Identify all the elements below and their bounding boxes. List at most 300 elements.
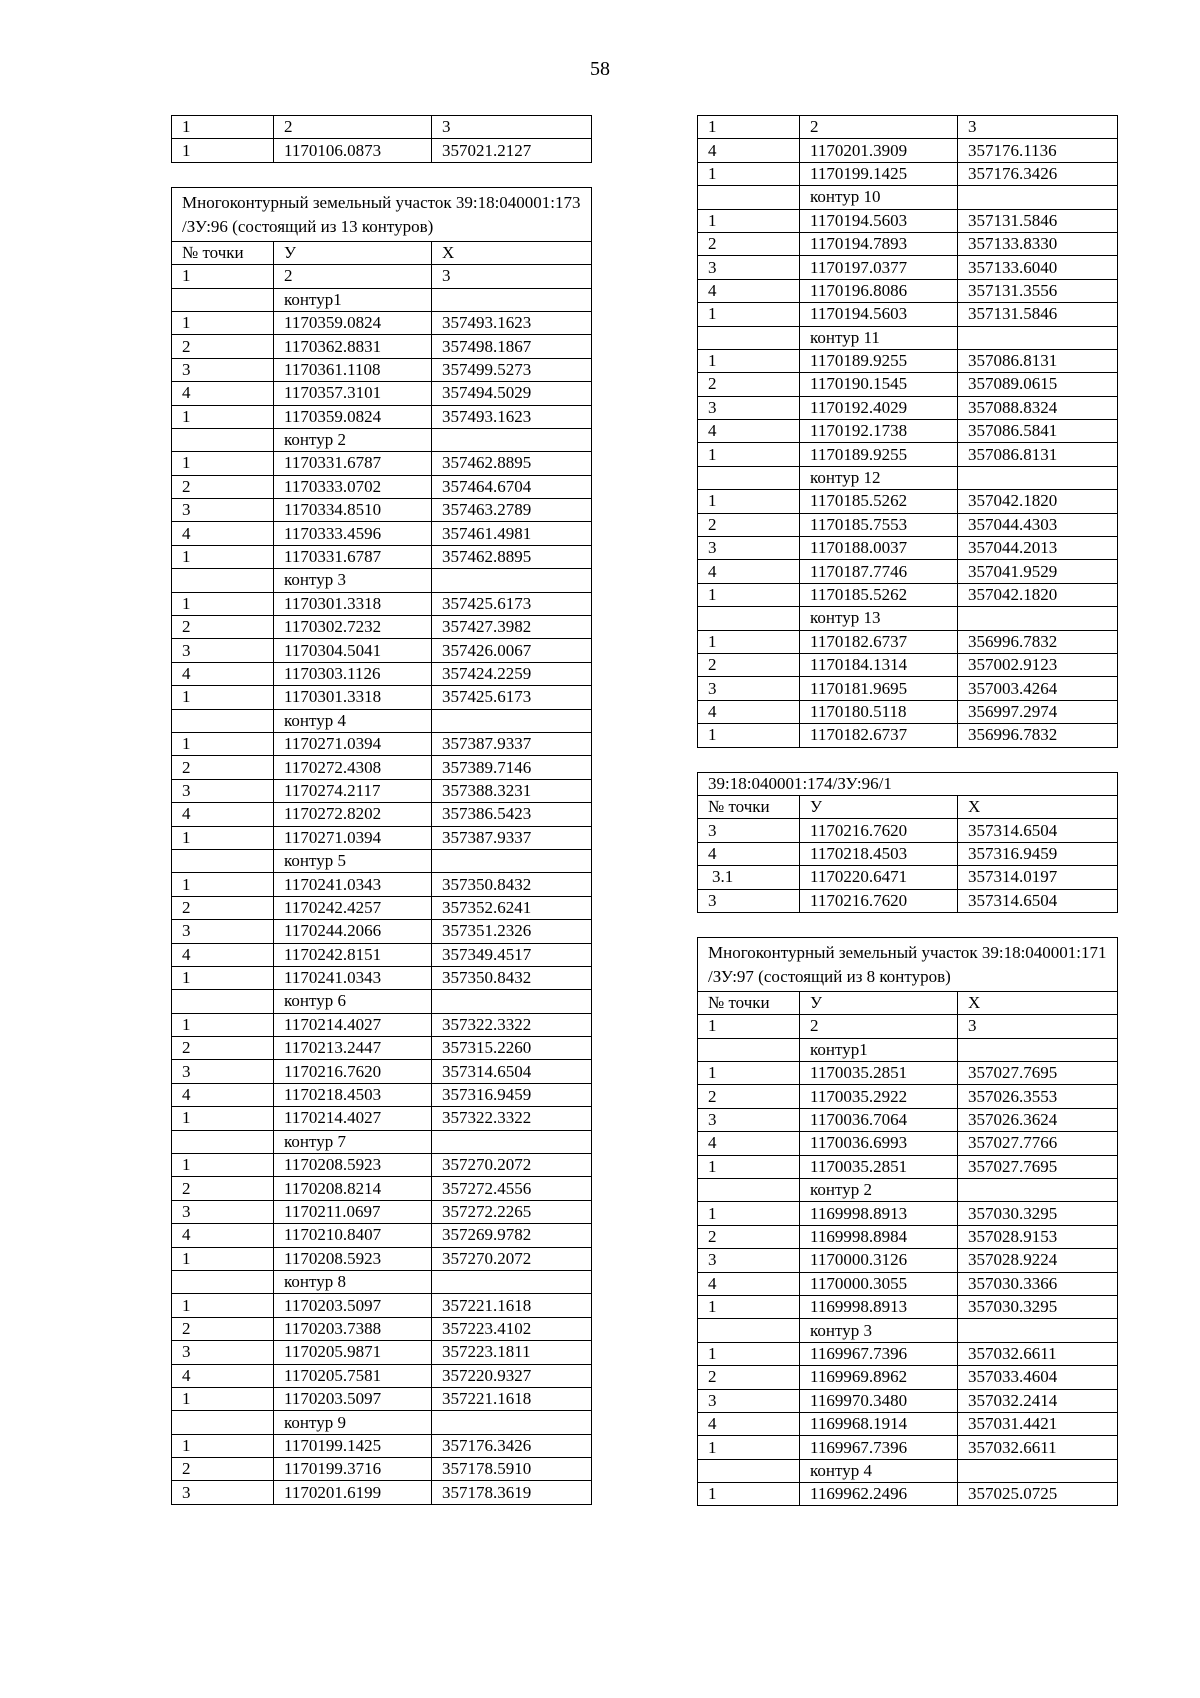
- contour-header-row: [698, 607, 1118, 630]
- y-coordinate-cell: 1170000.3126: [800, 1249, 958, 1272]
- y-coordinate-cell: 1170213.2447: [274, 1037, 432, 1060]
- x-coordinate-cell: 357028.9153: [958, 1225, 1118, 1248]
- y-coordinate-cell: контур 9: [274, 1411, 432, 1434]
- x-coordinate-cell: 357027.7766: [958, 1132, 1118, 1155]
- contour-header-row: [172, 1411, 592, 1434]
- y-coordinate-cell: 1170274.2117: [274, 779, 432, 802]
- coordinates-table-continued: [697, 115, 1118, 748]
- point-number-cell: 1: [698, 349, 800, 372]
- y-coordinate-cell: 1170271.0394: [274, 732, 432, 755]
- x-coordinate-cell: 357131.3556: [958, 279, 1118, 302]
- x-coordinate-cell: 357388.3231: [432, 779, 592, 802]
- x-coordinate-cell: 357493.1623: [432, 311, 592, 334]
- point-number-cell: [172, 1130, 274, 1153]
- y-coordinate-cell: 2: [274, 116, 432, 139]
- table-row: [698, 303, 1118, 326]
- point-number-cell: 4: [698, 139, 800, 162]
- point-number-cell: [172, 1270, 274, 1293]
- y-coordinate-cell: контур 2: [274, 428, 432, 451]
- table-row: [698, 513, 1118, 536]
- x-coordinate-cell: 357314.6504: [958, 819, 1118, 842]
- y-coordinate-cell: 2: [800, 1015, 958, 1038]
- point-number-cell: 4: [172, 943, 274, 966]
- x-coordinate-cell: 357389.7146: [432, 756, 592, 779]
- table-row: [172, 1364, 592, 1387]
- table-title: Многоконтурный земельный участок 39:18:040001:173 /ЗУ:96 (состоящий из 13 контуров): [172, 187, 592, 241]
- y-coordinate-cell: 1170199.1425: [800, 162, 958, 185]
- y-coordinate-cell: 1170182.6737: [800, 724, 958, 747]
- y-coordinate-cell: 1170036.6993: [800, 1132, 958, 1155]
- point-number-cell: 1: [172, 139, 274, 162]
- point-number-cell: 1: [172, 826, 274, 849]
- y-coordinate-cell: 1170211.0697: [274, 1200, 432, 1223]
- table-row: [172, 1341, 592, 1364]
- table-row: [172, 522, 592, 545]
- point-number-cell: [172, 288, 274, 311]
- x-coordinate-cell: 357223.4102: [432, 1317, 592, 1340]
- y-coordinate-cell: 1170208.5923: [274, 1154, 432, 1177]
- table-row: [172, 1387, 592, 1410]
- x-coordinate-cell: 357387.9337: [432, 732, 592, 755]
- point-number-cell: 3: [172, 920, 274, 943]
- x-coordinate-cell: 357314.6504: [432, 1060, 592, 1083]
- y-coordinate-cell: 1170244.2066: [274, 920, 432, 943]
- x-coordinate-cell: 357088.8324: [958, 396, 1118, 419]
- column-header-row: [698, 991, 1118, 1014]
- x-coordinate-cell: 357032.6611: [958, 1436, 1118, 1459]
- table-row: [698, 1202, 1118, 1225]
- y-coordinate-cell: 1170218.4503: [274, 1083, 432, 1106]
- y-coordinate-cell: 1170301.3318: [274, 686, 432, 709]
- point-number-cell: 1: [698, 116, 800, 139]
- point-number-cell: 1: [172, 1154, 274, 1177]
- point-number-cell: 1: [698, 303, 800, 326]
- y-coordinate-cell: контур 4: [274, 709, 432, 732]
- table-row: [172, 358, 592, 381]
- table-row: [172, 1458, 592, 1481]
- x-coordinate-cell: 357387.9337: [432, 826, 592, 849]
- point-number-cell: 1: [172, 1013, 274, 1036]
- y-coordinate-cell: 1170272.4308: [274, 756, 432, 779]
- x-coordinate-cell: 357350.8432: [432, 966, 592, 989]
- y-coordinate-cell: 1170036.7064: [800, 1108, 958, 1131]
- x-coordinate-cell: 357003.4264: [958, 677, 1118, 700]
- table-row: [698, 1225, 1118, 1248]
- point-number-cell: 2: [172, 475, 274, 498]
- y-coordinate-cell: 1170201.3909: [800, 139, 958, 162]
- y-coordinate-cell: 1170216.7620: [800, 889, 958, 912]
- y-coordinate-cell: 1169998.8984: [800, 1225, 958, 1248]
- y-coordinate-cell: 1169998.8913: [800, 1295, 958, 1318]
- point-number-cell: 2: [172, 616, 274, 639]
- table-row: [172, 475, 592, 498]
- table-row: [698, 232, 1118, 255]
- table-title-row: [698, 772, 1118, 795]
- y-coordinate-cell: контур1: [800, 1038, 958, 1061]
- table-row: [698, 1249, 1118, 1272]
- y-coordinate-cell: 1170189.9255: [800, 349, 958, 372]
- point-number-cell: 2: [698, 513, 800, 536]
- x-coordinate-cell: 357462.8895: [432, 452, 592, 475]
- y-coordinate-cell: 2: [800, 116, 958, 139]
- table-row: [172, 1317, 592, 1340]
- point-number-cell: 3: [172, 1200, 274, 1223]
- y-coordinate-cell: контур 6: [274, 990, 432, 1013]
- point-number-cell: 2: [172, 1037, 274, 1060]
- x-coordinate-cell: 357028.9224: [958, 1249, 1118, 1272]
- table-row: [172, 139, 592, 162]
- point-number-cell: 4: [172, 1364, 274, 1387]
- table-row: [698, 537, 1118, 560]
- contour-header-row: [698, 1038, 1118, 1061]
- table-row: [698, 560, 1118, 583]
- point-number-cell: 1: [172, 116, 274, 139]
- table-row: [172, 616, 592, 639]
- y-coordinate-cell: 1170000.3055: [800, 1272, 958, 1295]
- x-coordinate-cell: 357030.3366: [958, 1272, 1118, 1295]
- y-coordinate-cell: 1170208.5923: [274, 1247, 432, 1270]
- point-number-cell: 2: [172, 335, 274, 358]
- table-row: [698, 819, 1118, 842]
- point-number-cell: [172, 849, 274, 872]
- point-number-cell: 1: [172, 452, 274, 475]
- table-row: [172, 779, 592, 802]
- x-coordinate-cell: 357272.2265: [432, 1200, 592, 1223]
- y-coordinate-cell: 1170272.8202: [274, 803, 432, 826]
- point-number-cell: 3: [172, 358, 274, 381]
- table-row: [698, 1342, 1118, 1365]
- point-number-cell: 1: [698, 1295, 800, 1318]
- y-coordinate-cell: 1170197.0377: [800, 256, 958, 279]
- table-row: [698, 583, 1118, 606]
- y-coordinate-cell: 1170220.6471: [800, 866, 958, 889]
- contour-header-row: [172, 709, 592, 732]
- table-row: [172, 1200, 592, 1223]
- y-coordinate-cell: 1169967.7396: [800, 1342, 958, 1365]
- y-coordinate-cell: 1169969.8962: [800, 1366, 958, 1389]
- y-coordinate-cell: 1169970.3480: [800, 1389, 958, 1412]
- y-coordinate-cell: контур 7: [274, 1130, 432, 1153]
- table-row: [172, 662, 592, 685]
- x-coordinate-cell: 357176.1136: [958, 139, 1118, 162]
- table-row: [172, 1083, 592, 1106]
- table-row: [698, 889, 1118, 912]
- point-number-cell: 3: [698, 819, 800, 842]
- x-coordinate-cell: 357221.1618: [432, 1294, 592, 1317]
- point-number-cell: [172, 1411, 274, 1434]
- point-number-cell: 2: [172, 1458, 274, 1481]
- table-row: [698, 677, 1118, 700]
- y-coordinate-cell: 1170303.1126: [274, 662, 432, 685]
- y-coordinate-cell: 1170182.6737: [800, 630, 958, 653]
- point-number-cell: [172, 709, 274, 732]
- point-number-cell: 4: [172, 522, 274, 545]
- table-row: [698, 1132, 1118, 1155]
- y-coordinate-cell: 1170242.4257: [274, 896, 432, 919]
- y-coordinate-cell: 1170199.1425: [274, 1434, 432, 1457]
- x-coordinate-cell: 357178.5910: [432, 1458, 592, 1481]
- point-number-cell: 3: [172, 499, 274, 522]
- y-coordinate-cell: У: [274, 241, 432, 264]
- table-row: [172, 639, 592, 662]
- point-number-cell: 1: [172, 966, 274, 989]
- y-coordinate-cell: 1170241.0343: [274, 966, 432, 989]
- table-row: [698, 279, 1118, 302]
- point-number-cell: 2: [172, 1317, 274, 1340]
- point-number-cell: [698, 466, 800, 489]
- contour-header-row: [698, 1459, 1118, 1482]
- table-row: [698, 139, 1118, 162]
- y-coordinate-cell: 1170205.9871: [274, 1341, 432, 1364]
- page-number: 58: [590, 58, 610, 80]
- table-row: [172, 920, 592, 943]
- column-header-row: [698, 795, 1118, 818]
- y-coordinate-cell: 1170184.1314: [800, 653, 958, 676]
- x-coordinate-cell: [432, 1130, 592, 1153]
- table-row: [698, 653, 1118, 676]
- x-coordinate-cell: 357133.6040: [958, 256, 1118, 279]
- y-coordinate-cell: 1170203.5097: [274, 1294, 432, 1317]
- table-row: [698, 1436, 1118, 1459]
- point-number-cell: [698, 1038, 800, 1061]
- point-number-cell: 4: [172, 1224, 274, 1247]
- x-coordinate-cell: 357314.6504: [958, 889, 1118, 912]
- table-title: 39:18:040001:174/ЗУ:96/1: [698, 772, 1118, 795]
- y-coordinate-cell: контур 2: [800, 1179, 958, 1202]
- table-row: [698, 1085, 1118, 1108]
- x-coordinate-cell: [432, 428, 592, 451]
- point-number-cell: 4: [698, 1412, 800, 1435]
- x-coordinate-cell: 357352.6241: [432, 896, 592, 919]
- x-coordinate-cell: 357042.1820: [958, 583, 1118, 606]
- x-coordinate-cell: 357178.3619: [432, 1481, 592, 1504]
- point-number-cell: 4: [698, 842, 800, 865]
- x-coordinate-cell: 3: [432, 116, 592, 139]
- y-coordinate-cell: 1170035.2922: [800, 1085, 958, 1108]
- point-number-cell: 3: [172, 1341, 274, 1364]
- y-coordinate-cell: контур 11: [800, 326, 958, 349]
- table-row: [698, 443, 1118, 466]
- point-number-cell: 2: [698, 232, 800, 255]
- left-column: [171, 115, 591, 1505]
- point-number-cell: 1: [172, 1387, 274, 1410]
- x-coordinate-cell: [432, 709, 592, 732]
- y-coordinate-cell: 1170359.0824: [274, 311, 432, 334]
- point-number-cell: [698, 1179, 800, 1202]
- table-row: [698, 1108, 1118, 1131]
- x-coordinate-cell: 357463.2789: [432, 499, 592, 522]
- y-coordinate-cell: 1170189.9255: [800, 443, 958, 466]
- x-coordinate-cell: 357270.2072: [432, 1154, 592, 1177]
- x-coordinate-cell: [432, 990, 592, 1013]
- contour-header-row: [172, 1270, 592, 1293]
- y-coordinate-cell: 1170214.4027: [274, 1013, 432, 1036]
- table-title-row: [172, 187, 592, 241]
- point-number-cell: 1: [698, 1342, 800, 1365]
- table-row: [172, 1481, 592, 1504]
- y-coordinate-cell: 1170331.6787: [274, 452, 432, 475]
- y-coordinate-cell: 1170188.0037: [800, 537, 958, 560]
- y-coordinate-cell: 1170201.6199: [274, 1481, 432, 1504]
- y-coordinate-cell: 1170187.7746: [800, 560, 958, 583]
- x-coordinate-cell: 357025.0725: [958, 1483, 1118, 1506]
- y-coordinate-cell: 1170216.7620: [274, 1060, 432, 1083]
- point-number-cell: 1: [698, 209, 800, 232]
- y-coordinate-cell: 1170192.4029: [800, 396, 958, 419]
- x-coordinate-cell: [432, 288, 592, 311]
- table-row: [172, 1177, 592, 1200]
- x-coordinate-cell: [958, 326, 1118, 349]
- y-coordinate-cell: контур1: [274, 288, 432, 311]
- point-number-cell: 1: [172, 545, 274, 568]
- point-number-cell: [172, 569, 274, 592]
- contour-header-row: [172, 428, 592, 451]
- point-number-cell: № точки: [698, 991, 800, 1014]
- table-row: [172, 1247, 592, 1270]
- x-coordinate-cell: 356997.2974: [958, 700, 1118, 723]
- point-number-cell: [172, 428, 274, 451]
- y-coordinate-cell: 1170205.7581: [274, 1364, 432, 1387]
- x-coordinate-cell: [432, 1270, 592, 1293]
- x-coordinate-cell: 357427.3982: [432, 616, 592, 639]
- x-coordinate-cell: 357223.1811: [432, 1341, 592, 1364]
- y-coordinate-cell: У: [800, 991, 958, 1014]
- x-coordinate-cell: 357314.0197: [958, 866, 1118, 889]
- table-row: [698, 162, 1118, 185]
- point-number-cell: 1: [698, 162, 800, 185]
- y-coordinate-cell: 1170208.8214: [274, 1177, 432, 1200]
- point-number-cell: 2: [698, 1085, 800, 1108]
- point-number-cell: № точки: [172, 241, 274, 264]
- x-coordinate-cell: 357032.2414: [958, 1389, 1118, 1412]
- x-coordinate-cell: [958, 466, 1118, 489]
- column-number-row: [172, 265, 592, 288]
- table-row: [172, 1154, 592, 1177]
- point-number-cell: 4: [698, 420, 800, 443]
- x-coordinate-cell: 357322.3322: [432, 1107, 592, 1130]
- table-row: [172, 686, 592, 709]
- table-row: [172, 732, 592, 755]
- table-row: [698, 396, 1118, 419]
- land-plot-171-table: [697, 937, 1118, 1507]
- x-coordinate-cell: 357221.1618: [432, 1387, 592, 1410]
- x-coordinate-cell: [432, 1411, 592, 1434]
- point-number-cell: 3: [698, 1249, 800, 1272]
- point-number-cell: 2: [698, 373, 800, 396]
- x-coordinate-cell: 357499.5273: [432, 358, 592, 381]
- point-number-cell: 4: [172, 382, 274, 405]
- point-number-cell: 4: [172, 1083, 274, 1106]
- y-coordinate-cell: 1170241.0343: [274, 873, 432, 896]
- x-coordinate-cell: [958, 1038, 1118, 1061]
- table-row: [698, 1389, 1118, 1412]
- point-number-cell: 4: [698, 279, 800, 302]
- column-header-row: [172, 241, 592, 264]
- x-coordinate-cell: 357350.8432: [432, 873, 592, 896]
- column-number-row: [172, 116, 592, 139]
- y-coordinate-cell: 2: [274, 265, 432, 288]
- table-row: [172, 405, 592, 428]
- x-coordinate-cell: 357131.5846: [958, 303, 1118, 326]
- table-row: [698, 209, 1118, 232]
- x-coordinate-cell: 357464.6704: [432, 475, 592, 498]
- table-row: [698, 490, 1118, 513]
- point-number-cell: 1: [172, 686, 274, 709]
- y-coordinate-cell: 1170180.5118: [800, 700, 958, 723]
- x-coordinate-cell: 357270.2072: [432, 1247, 592, 1270]
- y-coordinate-cell: контур 4: [800, 1459, 958, 1482]
- point-number-cell: 1: [698, 583, 800, 606]
- x-coordinate-cell: 357386.5423: [432, 803, 592, 826]
- x-coordinate-cell: 357315.2260: [432, 1037, 592, 1060]
- x-coordinate-cell: 357498.1867: [432, 335, 592, 358]
- y-coordinate-cell: 1170035.2851: [800, 1155, 958, 1178]
- table-row: [698, 1062, 1118, 1085]
- table-row: [172, 756, 592, 779]
- contour-header-row: [172, 849, 592, 872]
- point-number-cell: [698, 326, 800, 349]
- x-coordinate-cell: 357493.1623: [432, 405, 592, 428]
- point-number-cell: 1: [172, 405, 274, 428]
- x-coordinate-cell: 357131.5846: [958, 209, 1118, 232]
- x-coordinate-cell: 3: [958, 116, 1118, 139]
- point-number-cell: 3: [172, 779, 274, 802]
- table-row: [698, 1366, 1118, 1389]
- table-row: [172, 1013, 592, 1036]
- x-coordinate-cell: 357033.4604: [958, 1366, 1118, 1389]
- x-coordinate-cell: 357031.4421: [958, 1412, 1118, 1435]
- y-coordinate-cell: 1170185.5262: [800, 490, 958, 513]
- point-number-cell: № точки: [698, 795, 800, 818]
- x-coordinate-cell: 3: [958, 1015, 1118, 1038]
- x-coordinate-cell: 357030.3295: [958, 1202, 1118, 1225]
- x-coordinate-cell: 357220.9327: [432, 1364, 592, 1387]
- table-row: [172, 826, 592, 849]
- table-row: [172, 311, 592, 334]
- point-number-cell: 2: [698, 653, 800, 676]
- point-number-cell: 3: [698, 256, 800, 279]
- point-number-cell: 1: [172, 873, 274, 896]
- table-title-row: [698, 937, 1118, 991]
- table-row: [172, 1224, 592, 1247]
- land-plot-174-table: [697, 772, 1118, 913]
- table-row: [172, 803, 592, 826]
- x-coordinate-cell: 357176.3426: [958, 162, 1118, 185]
- contour-header-row: [698, 326, 1118, 349]
- point-number-cell: 2: [172, 896, 274, 919]
- table-row: [172, 966, 592, 989]
- y-coordinate-cell: 1170218.4503: [800, 842, 958, 865]
- table-row: [172, 1294, 592, 1317]
- point-number-cell: 3: [172, 1060, 274, 1083]
- contour-header-row: [172, 569, 592, 592]
- table-row: [172, 943, 592, 966]
- y-coordinate-cell: 1170333.0702: [274, 475, 432, 498]
- point-number-cell: 3: [172, 1481, 274, 1504]
- x-coordinate-cell: 357086.5841: [958, 420, 1118, 443]
- y-coordinate-cell: 1170106.0873: [274, 139, 432, 162]
- y-coordinate-cell: контур 13: [800, 607, 958, 630]
- x-coordinate-cell: [958, 186, 1118, 209]
- x-coordinate-cell: 357461.4981: [432, 522, 592, 545]
- y-coordinate-cell: 1169998.8913: [800, 1202, 958, 1225]
- table-row: [698, 842, 1118, 865]
- x-coordinate-cell: Х: [432, 241, 592, 264]
- point-number-cell: 1: [698, 443, 800, 466]
- table-row: [172, 545, 592, 568]
- point-number-cell: 4: [698, 700, 800, 723]
- point-number-cell: 3: [172, 639, 274, 662]
